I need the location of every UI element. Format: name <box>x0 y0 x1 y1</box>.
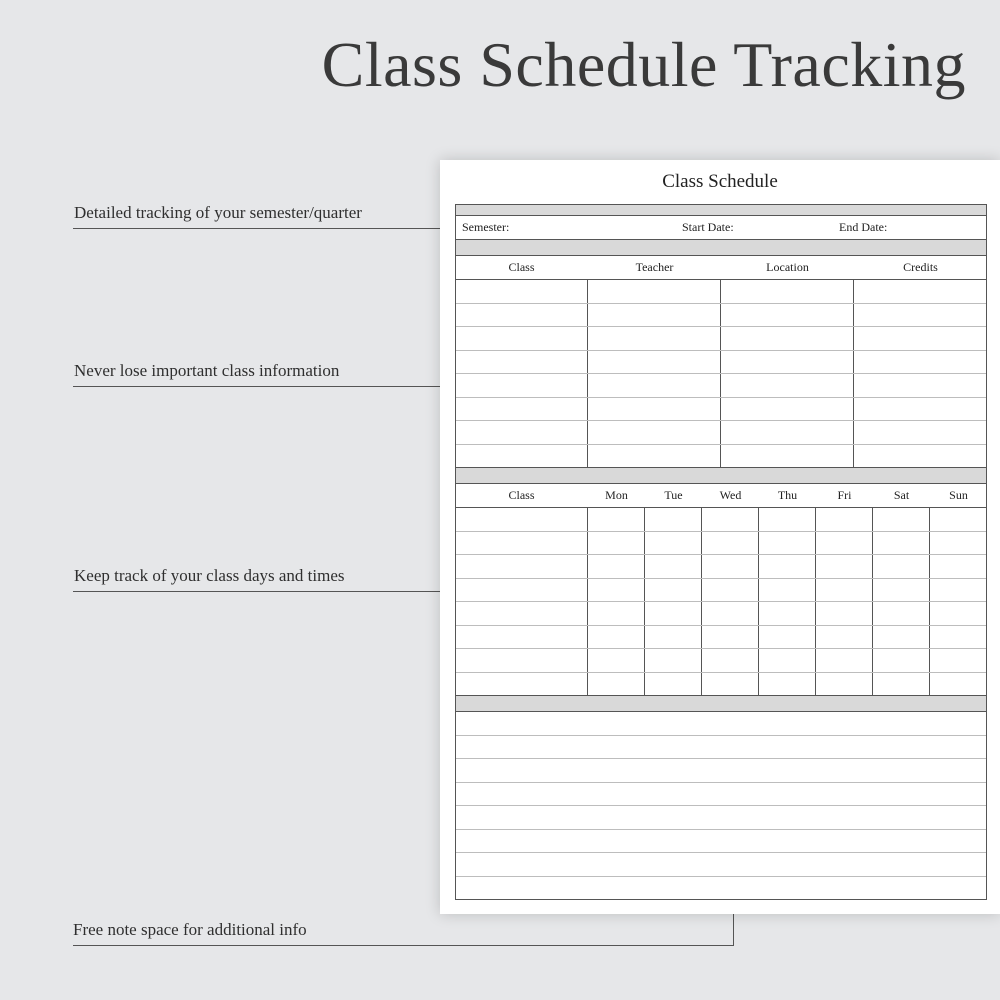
table-row-line <box>456 420 986 421</box>
table-row-line <box>456 326 986 327</box>
table-row-line <box>456 554 986 555</box>
table-row-line <box>456 578 986 579</box>
note-line <box>456 829 986 830</box>
note-line <box>456 876 986 877</box>
callout-line <box>73 386 448 387</box>
column-header-sat: Sat <box>893 488 910 502</box>
column-header-wed: Wed <box>719 488 742 502</box>
table-row-line <box>456 672 986 673</box>
column-header-credits: Credits <box>903 260 938 274</box>
callout-note-space: Free note space for additional info <box>73 920 307 939</box>
table-row-line <box>456 303 986 304</box>
column-header-teacher: Teacher <box>635 260 674 274</box>
note-line <box>456 735 986 736</box>
table-row-line <box>456 350 986 351</box>
sheet-title: Class Schedule <box>662 171 778 192</box>
class-info-table <box>455 255 987 468</box>
column-header-sun: Sun <box>949 488 968 502</box>
callout-line <box>73 228 448 229</box>
semester-label: Semester: <box>462 220 510 234</box>
table-row-line <box>456 531 986 532</box>
table-row-line <box>456 373 986 374</box>
column-header-thu: Thu <box>777 488 798 502</box>
callout-line <box>73 591 448 592</box>
table-row-line <box>456 397 986 398</box>
note-line <box>456 805 986 806</box>
notes-section <box>455 695 987 900</box>
start-date-label: Start Date: <box>682 220 734 234</box>
callout-class-information: Never lose important class information <box>74 361 340 380</box>
callout-line <box>73 945 734 946</box>
table-row-line <box>456 648 986 649</box>
note-line <box>456 782 986 783</box>
column-header-tue: Tue <box>664 488 683 502</box>
end-date-label: End Date: <box>839 220 888 234</box>
planner-sheet <box>440 160 1000 914</box>
note-line <box>456 758 986 759</box>
callout-semester-tracking: Detailed tracking of your semester/quarter <box>74 203 362 222</box>
callout-line <box>733 909 734 946</box>
column-header-fri: Fri <box>837 488 852 502</box>
column-header-mon: Mon <box>605 488 628 502</box>
callout-days-times: Keep track of your class days and times <box>74 566 345 585</box>
page-title: Class Schedule Tracking <box>321 29 966 100</box>
column-header-class: Class <box>508 488 535 502</box>
column-header-location: Location <box>766 260 809 274</box>
table-row-line <box>456 444 986 445</box>
table-row-line <box>456 625 986 626</box>
section-band <box>456 240 986 255</box>
note-line <box>456 852 986 853</box>
table-row-line <box>456 601 986 602</box>
column-header-class: Class <box>508 260 535 274</box>
